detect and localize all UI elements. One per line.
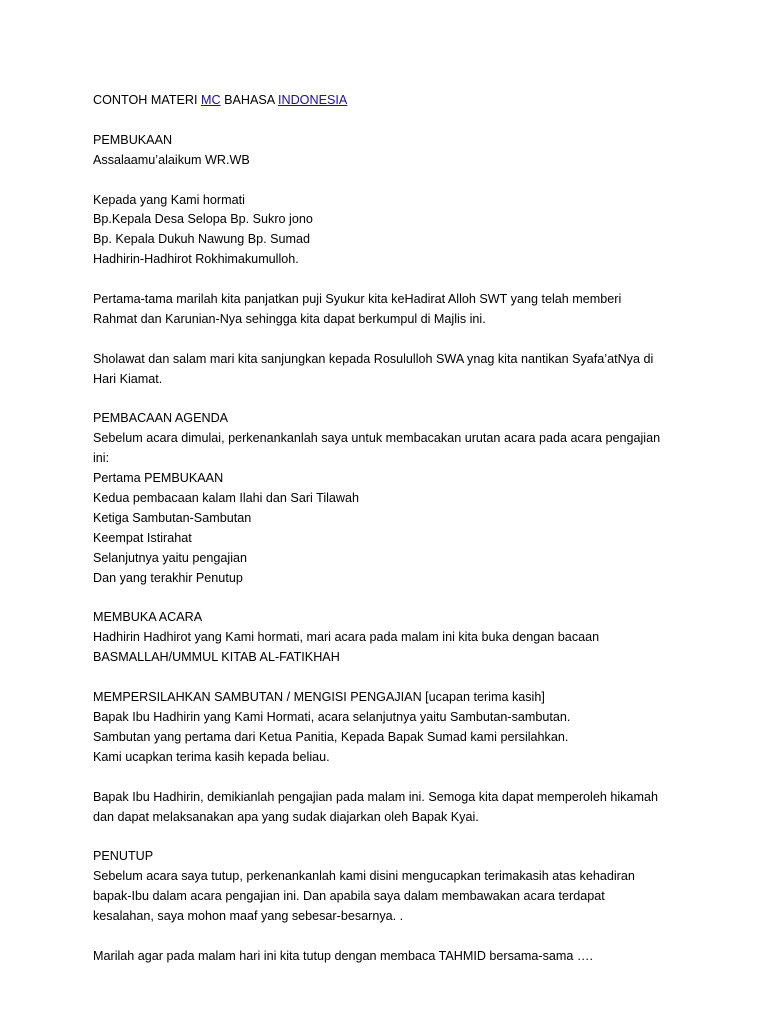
honor-line: Hadhirin-Hadhirot Rokhimakumulloh.	[93, 252, 299, 267]
speeches-line: Sambutan yang pertama dari Ketua Panitia, Kepada Bapak Sumad kami persilahkan.	[93, 729, 569, 744]
closing-line: kesalahan, saya mohon maaf yang sebesar-besarnya. .	[93, 909, 404, 924]
agenda-line: Keempat Istirahat	[93, 530, 192, 545]
agenda-line: ini:	[93, 451, 110, 466]
closing-heading: PENUTUP	[93, 849, 154, 864]
open-event-line: BASMALLAH/UMMUL KITAB AL-FATIKHAH	[93, 650, 340, 665]
speeches-heading: MEMPERSILAHKAN SAMBUTAN / MENGISI PENGAJIAN [ucapan terima kasih]	[93, 690, 545, 705]
final-line: Marilah agar pada malam hari ini kita tutup dengan membaca TAHMID bersama-sama ….	[93, 948, 594, 963]
title-prefix: CONTOH MATERI	[93, 93, 201, 107]
agenda-line: Dan yang terakhir Penutup	[93, 570, 243, 585]
indonesia-link[interactable]: INDONESIA	[277, 93, 348, 107]
title-middle: BAHASA	[220, 93, 278, 107]
paragraph-line: Bapak Ibu Hadhirin, demikianlah pengajian pada malam ini. Semoga kita dapat memperoleh hikamah	[93, 789, 658, 804]
agenda-line: Pertama PEMBUKAAN	[93, 471, 224, 486]
agenda-heading: PEMBACAAN AGENDA	[93, 411, 229, 426]
document-page	[93, 91, 713, 967]
paragraph-line: Rahmat dan Karunian-Nya sehingga kita dapat berkumpul di Majlis ini.	[93, 311, 486, 326]
honor-line: Bp.Kepala Desa Selopa Bp. Sukro jono	[93, 212, 313, 227]
speeches-line: Kami ucapkan terima kasih kepada beliau.	[93, 749, 330, 764]
speeches-line: Bapak Ibu Hadhirin yang Kami Hormati, acara selanjutnya yaitu Sambutan-sambutan.	[93, 709, 571, 724]
agenda-line: Kedua pembacaan kalam Ilahi dan Sari Tilawah	[93, 491, 360, 506]
open-event-heading: MEMBUKA ACARA	[93, 610, 203, 625]
mc-link[interactable]: MC	[200, 93, 221, 107]
opening-heading: PEMBUKAAN	[93, 132, 173, 147]
honor-line: Kepada yang Kami hormati	[93, 192, 245, 207]
open-event-line: Hadhirin Hadhirot yang Kami hormati, mari acara pada malam ini kita buka dengan bacaan	[93, 630, 600, 645]
closing-line: bapak-Ibu dalam acara pengajian ini. Dan apabila saya dalam membawakan acara terdapat	[93, 889, 605, 904]
honor-line: Bp. Kepala Dukuh Nawung Bp. Sumad	[93, 232, 311, 247]
closing-line: Sebelum acara saya tutup, perkenankanlah kami disini mengucapkan terimakasih atas kehadiran	[93, 869, 635, 884]
paragraph-line: Sholawat dan salam mari kita sanjungkan kepada Rosululloh SWA ynag kita nantikan Syafa’atNya di	[93, 351, 654, 366]
agenda-line: Ketiga Sambutan-Sambutan	[93, 510, 252, 525]
agenda-line: Selanjutnya yaitu pengajian	[93, 550, 248, 565]
paragraph-line: dan dapat melaksanakan apa yang sudak diajarkan oleh Bapak Kyai.	[93, 809, 479, 824]
paragraph-line: Pertama-tama marilah kita panjatkan puji Syukur kita keHadirat Alloh SWT yang telah memberi	[93, 292, 622, 307]
document-title	[93, 91, 713, 111]
greeting-line: Assalaamu’alaikum WR.WB	[93, 152, 250, 167]
paragraph-line: Hari Kiamat.	[93, 371, 163, 386]
agenda-line: Sebelum acara dimulai, perkenankanlah saya untuk membacakan urutan acara pada acara pengajian	[93, 431, 661, 446]
